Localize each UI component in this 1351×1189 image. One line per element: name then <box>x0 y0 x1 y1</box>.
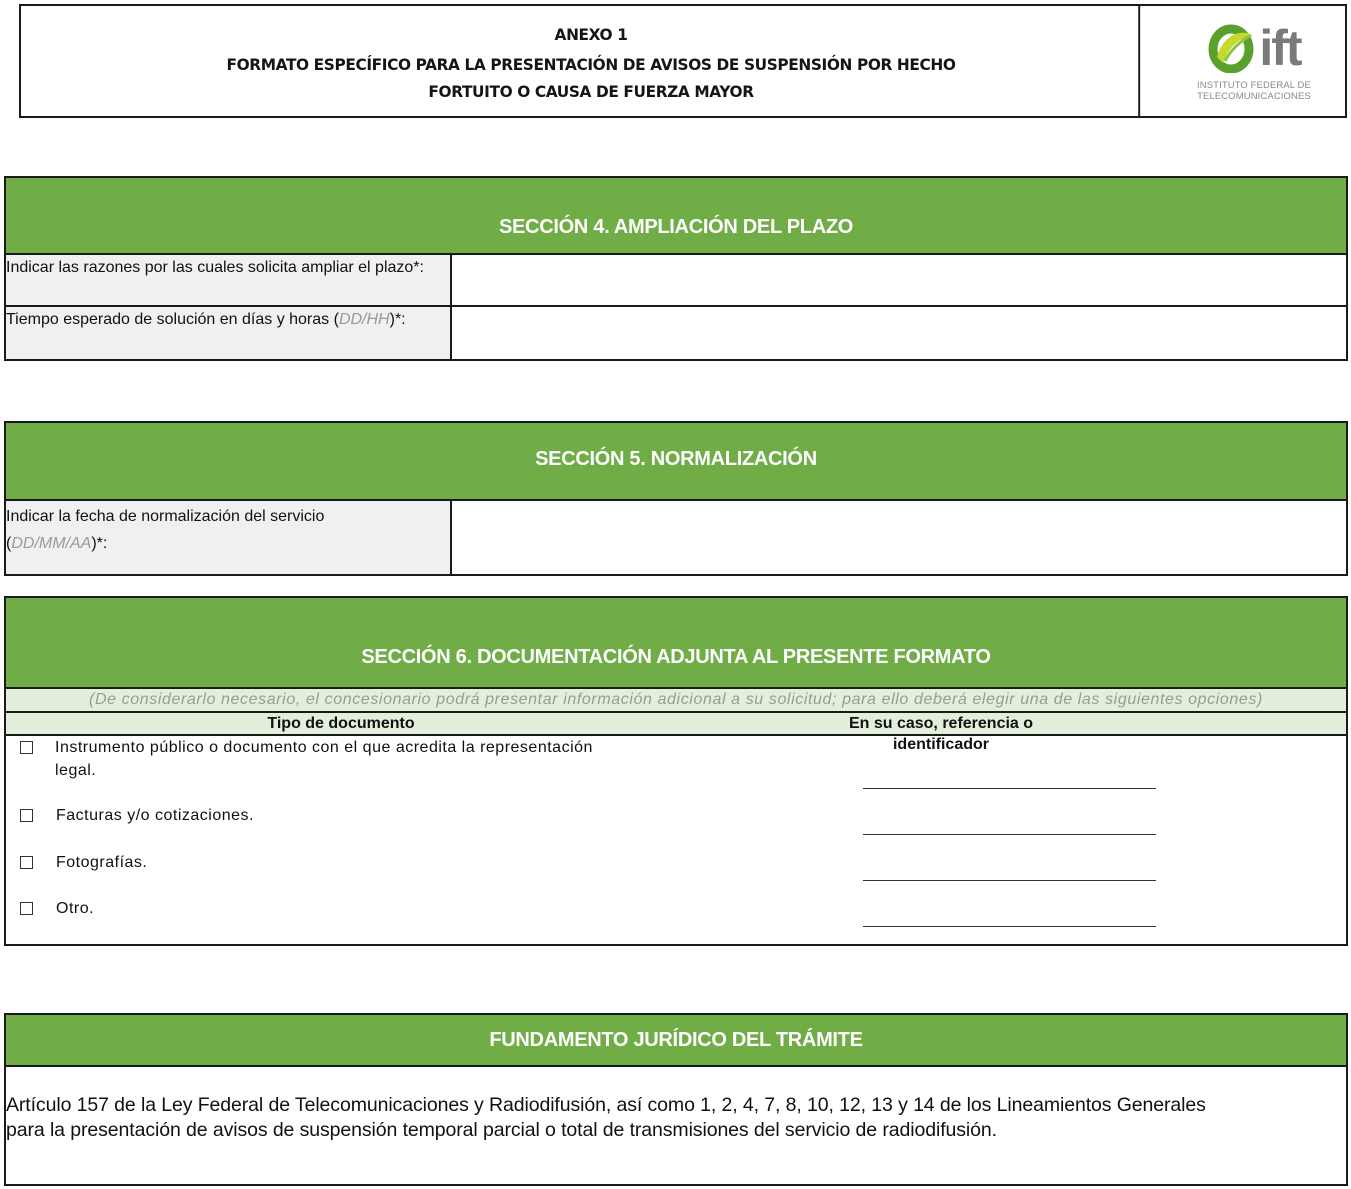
form-row-normalization-date <box>6 501 1346 574</box>
format-hint: DD/MM/AA <box>11 535 92 552</box>
annex-label: ANEXO 1 <box>554 24 628 44</box>
legal-text-line2: para la presentación de avisos de suspensión temporal parcial o total de transmisiones del servicio de radiodifusión. <box>6 1119 997 1141</box>
normalization-date-input[interactable] <box>452 501 1346 574</box>
section-6-title: SECCIÓN 6. DOCUMENTACIÓN ADJUNTA AL PRESENTE FORMATO <box>6 598 1346 689</box>
reasons-input[interactable] <box>452 255 1346 305</box>
reference-input-other[interactable] <box>863 926 1156 927</box>
reference-input-invoices[interactable] <box>863 834 1156 835</box>
ift-leaf-logo-icon <box>1207 23 1257 73</box>
form-title-line1: FORMATO ESPECÍFICO PARA LA PRESENTACIÓN DE AVISOS DE SUSPENSIÓN POR HECHO <box>226 54 956 74</box>
document-option-photos <box>20 851 147 874</box>
expected-time-input[interactable] <box>452 307 1346 359</box>
option-label: Otro. <box>56 900 95 917</box>
checkbox-invoices[interactable] <box>20 809 33 822</box>
reference-input-photos[interactable] <box>863 880 1156 881</box>
form-title-line2: FORTUITO O CAUSA DE FUERZA MAYOR <box>428 81 754 101</box>
legal-basis-title: FUNDAMENTO JURÍDICO DEL TRÁMITE <box>6 1015 1346 1067</box>
field-label-reasons: Indicar las razones por las cuales solicita ampliar el plazo*: <box>6 255 452 305</box>
section-4-extension <box>4 176 1348 361</box>
logo-text-line2: TELECOMUNICACIONES <box>1197 91 1311 102</box>
document-option-invoices <box>20 804 254 827</box>
checkbox-photos[interactable] <box>20 856 33 869</box>
label-suffix: )*: <box>389 311 406 328</box>
reference-input-legal-representation[interactable] <box>863 788 1156 789</box>
label-text: Tiempo esperado de solución en días y horas <box>6 311 334 328</box>
section-6-attached-documents <box>4 596 1348 946</box>
option-label: Facturas y/o cotizaciones. <box>56 807 254 824</box>
option-label-cont: legal. <box>55 762 97 779</box>
checkbox-other[interactable] <box>20 902 33 915</box>
label-suffix: )*: <box>91 535 108 552</box>
document-header <box>19 4 1347 118</box>
section-4-title: SECCIÓN 4. AMPLIACIÓN DEL PLAZO <box>6 178 1346 255</box>
logo-text-line1: INSTITUTO FEDERAL DE <box>1197 80 1311 91</box>
section-6-note: (De considerarlo necesario, el concesionario podrá presentar información adicional a su solicitud; para ello deberá elegir una de las siguientes opciones) <box>6 689 1346 713</box>
label-paren: ( <box>6 535 12 552</box>
legal-text-line1: Artículo 157 de la Ley Federal de Telecomunicaciones y Radiodifusión, así como 1, 2, 4, 7, 8, 10, 12, 13 y 14 de los Lineamientos Generales <box>6 1094 1206 1116</box>
label-text: Indicar la fecha de normalización del servicio <box>6 508 325 525</box>
label-paren: ( <box>333 311 339 328</box>
document-option-other <box>20 897 94 920</box>
column-header-document-type: Tipo de documento <box>267 715 415 732</box>
section-5-normalization <box>4 421 1348 576</box>
ift-logo <box>1163 6 1345 116</box>
field-label-normalization-date <box>6 501 452 574</box>
legal-basis-section <box>4 1013 1348 1186</box>
form-row-reasons <box>6 255 1346 307</box>
document-title <box>44 6 1140 116</box>
option-label: Instrumento público o documento con el que acredita la representación <box>55 739 593 756</box>
legal-basis-text <box>6 1067 1346 1143</box>
section-5-title: SECCIÓN 5. NORMALIZACIÓN <box>6 423 1346 501</box>
logo-wordmark: ift <box>1259 20 1301 76</box>
field-label-expected-time <box>6 307 452 359</box>
document-options-list <box>6 736 1346 944</box>
format-hint: DD/HH <box>338 311 390 328</box>
option-label: Fotografías. <box>56 854 148 871</box>
column-header-reference: En su caso, referencia o identificador <box>848 715 1034 753</box>
checkbox-legal-representation[interactable] <box>20 741 33 754</box>
form-row-expected-time <box>6 307 1346 359</box>
document-option-legal-representation <box>20 736 593 782</box>
